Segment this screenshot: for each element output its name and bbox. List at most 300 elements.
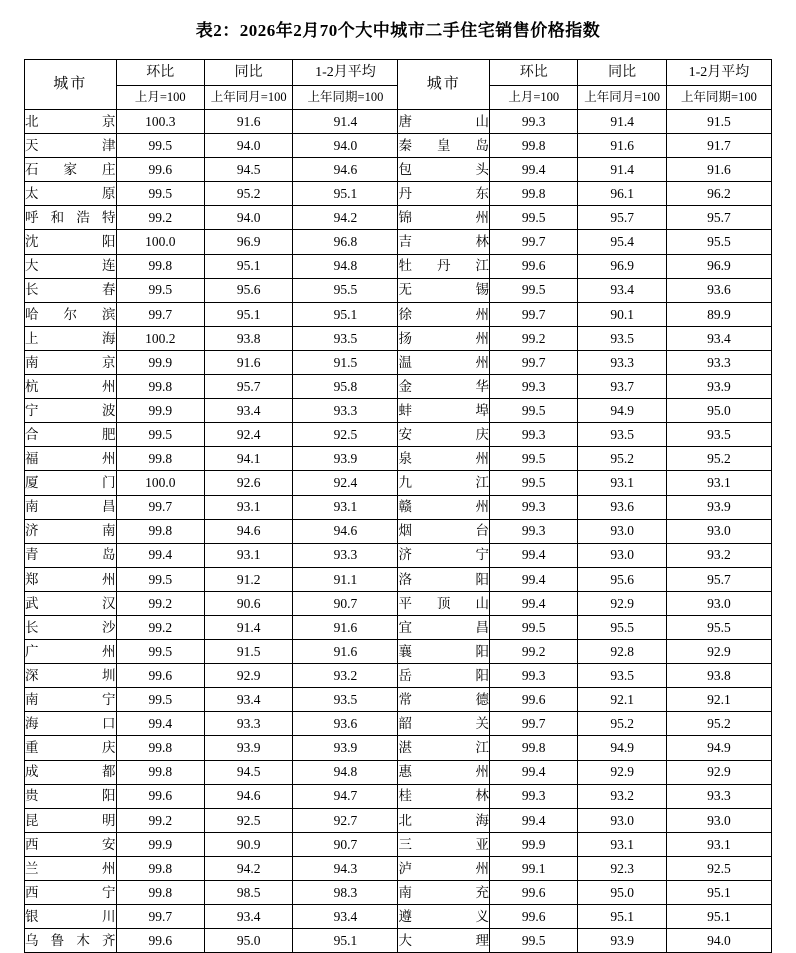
cell-yoy-left: 93.1 (204, 543, 292, 567)
cell-mom-left: 99.6 (116, 664, 204, 688)
cell-city-left: 北京 (25, 110, 117, 134)
cell-mom-right: 99.4 (490, 158, 578, 182)
table-body (25, 110, 772, 953)
cell-mom-left: 99.5 (116, 134, 204, 158)
cell-avg-left: 94.2 (293, 206, 398, 230)
cell-yoy-right: 90.1 (578, 302, 666, 326)
cell-avg-right: 91.7 (666, 134, 771, 158)
table-row (25, 784, 772, 808)
table-row (25, 519, 772, 543)
table-row (25, 182, 772, 206)
cell-avg-left: 91.1 (293, 567, 398, 591)
cell-city-left: 青岛 (25, 543, 117, 567)
cell-mom-left: 99.2 (116, 615, 204, 639)
column-header-yoy-right: 同比 (578, 60, 666, 86)
column-header-city-left: 城市 (25, 60, 117, 110)
cell-mom-right: 99.5 (490, 399, 578, 423)
cell-yoy-right: 93.0 (578, 808, 666, 832)
cell-mom-right: 99.6 (490, 905, 578, 929)
cell-city-right: 桂林 (398, 784, 490, 808)
cell-city-right: 包头 (398, 158, 490, 182)
cell-city-right: 常德 (398, 688, 490, 712)
cell-avg-left: 93.3 (293, 399, 398, 423)
cell-yoy-right: 93.5 (578, 423, 666, 447)
cell-yoy-right: 93.4 (578, 278, 666, 302)
cell-city-left: 兰州 (25, 856, 117, 880)
cell-avg-right: 93.9 (666, 375, 771, 399)
cell-mom-left: 99.6 (116, 929, 204, 953)
cell-city-left: 乌鲁木齐 (25, 929, 117, 953)
cell-city-left: 上海 (25, 326, 117, 350)
cell-mom-left: 99.7 (116, 302, 204, 326)
cell-avg-left: 91.6 (293, 640, 398, 664)
table-row (25, 543, 772, 567)
cell-avg-left: 95.1 (293, 302, 398, 326)
cell-city-right: 无锡 (398, 278, 490, 302)
table-row (25, 230, 772, 254)
cell-yoy-left: 94.0 (204, 206, 292, 230)
cell-avg-right: 95.7 (666, 567, 771, 591)
cell-mom-right: 99.4 (490, 543, 578, 567)
cell-mom-left: 99.7 (116, 495, 204, 519)
cell-mom-left: 100.2 (116, 326, 204, 350)
cell-yoy-left: 94.2 (204, 856, 292, 880)
cell-mom-right: 99.5 (490, 615, 578, 639)
cell-avg-left: 93.5 (293, 688, 398, 712)
table-row (25, 615, 772, 639)
cell-avg-right: 93.1 (666, 471, 771, 495)
cell-avg-left: 90.7 (293, 591, 398, 615)
cell-avg-right: 93.0 (666, 808, 771, 832)
table-row (25, 206, 772, 230)
cell-yoy-left: 95.2 (204, 182, 292, 206)
cell-yoy-left: 90.6 (204, 591, 292, 615)
cell-mom-left: 99.6 (116, 158, 204, 182)
cell-city-left: 南昌 (25, 495, 117, 519)
column-subheader-mom-left: 上月=100 (116, 86, 204, 110)
table-row (25, 688, 772, 712)
cell-yoy-right: 95.6 (578, 567, 666, 591)
cell-mom-left: 99.5 (116, 640, 204, 664)
cell-mom-left: 99.5 (116, 688, 204, 712)
cell-avg-left: 94.6 (293, 158, 398, 182)
cell-mom-left: 100.0 (116, 230, 204, 254)
cell-avg-left: 93.5 (293, 326, 398, 350)
cell-mom-right: 99.5 (490, 471, 578, 495)
cell-avg-right: 93.2 (666, 543, 771, 567)
cell-yoy-right: 93.7 (578, 375, 666, 399)
cell-avg-left: 95.5 (293, 278, 398, 302)
cell-mom-left: 99.5 (116, 567, 204, 591)
cell-avg-right: 95.5 (666, 230, 771, 254)
cell-mom-left: 99.9 (116, 832, 204, 856)
cell-avg-left: 93.9 (293, 447, 398, 471)
cell-avg-right: 95.2 (666, 712, 771, 736)
cell-yoy-right: 95.1 (578, 905, 666, 929)
cell-city-left: 深圳 (25, 664, 117, 688)
cell-avg-left: 94.7 (293, 784, 398, 808)
cell-city-left: 武汉 (25, 591, 117, 615)
cell-mom-right: 99.4 (490, 808, 578, 832)
cell-mom-left: 99.5 (116, 423, 204, 447)
column-subheader-yoy-left: 上年同月=100 (204, 86, 292, 110)
cell-mom-right: 99.4 (490, 760, 578, 784)
cell-yoy-left: 95.1 (204, 302, 292, 326)
cell-mom-left: 99.5 (116, 182, 204, 206)
cell-city-left: 天津 (25, 134, 117, 158)
cell-avg-left: 98.3 (293, 881, 398, 905)
cell-yoy-left: 90.9 (204, 832, 292, 856)
cell-city-left: 哈尔滨 (25, 302, 117, 326)
cell-city-left: 济南 (25, 519, 117, 543)
cell-avg-left: 91.5 (293, 350, 398, 374)
cell-yoy-left: 93.4 (204, 399, 292, 423)
cell-avg-left: 91.4 (293, 110, 398, 134)
cell-city-left: 郑州 (25, 567, 117, 591)
cell-yoy-left: 95.6 (204, 278, 292, 302)
cell-city-right: 平顶山 (398, 591, 490, 615)
cell-city-left: 广州 (25, 640, 117, 664)
cell-yoy-left: 95.0 (204, 929, 292, 953)
cell-avg-right: 94.0 (666, 929, 771, 953)
cell-avg-right: 93.9 (666, 495, 771, 519)
cell-city-left: 西安 (25, 832, 117, 856)
table-row (25, 760, 772, 784)
table-row (25, 110, 772, 134)
cell-yoy-left: 93.1 (204, 495, 292, 519)
cell-city-left: 合肥 (25, 423, 117, 447)
cell-yoy-right: 93.1 (578, 832, 666, 856)
cell-yoy-left: 92.6 (204, 471, 292, 495)
cell-avg-right: 91.6 (666, 158, 771, 182)
table-row (25, 254, 772, 278)
table-row (25, 664, 772, 688)
cell-city-right: 秦皇岛 (398, 134, 490, 158)
table-row (25, 929, 772, 953)
cell-yoy-left: 93.3 (204, 712, 292, 736)
cell-yoy-right: 94.9 (578, 736, 666, 760)
cell-avg-left: 92.7 (293, 808, 398, 832)
table-row (25, 640, 772, 664)
cell-mom-left: 99.8 (116, 375, 204, 399)
cell-avg-right: 93.3 (666, 350, 771, 374)
cell-city-left: 海口 (25, 712, 117, 736)
cell-mom-right: 99.3 (490, 423, 578, 447)
table-row (25, 471, 772, 495)
price-index-table (24, 59, 772, 953)
cell-yoy-right: 93.0 (578, 543, 666, 567)
cell-mom-left: 99.8 (116, 254, 204, 278)
cell-city-right: 泉州 (398, 447, 490, 471)
cell-avg-right: 93.0 (666, 591, 771, 615)
cell-city-right: 九江 (398, 471, 490, 495)
table-row (25, 495, 772, 519)
cell-mom-right: 99.7 (490, 712, 578, 736)
cell-avg-left: 92.4 (293, 471, 398, 495)
cell-avg-left: 96.8 (293, 230, 398, 254)
cell-mom-left: 99.8 (116, 856, 204, 880)
cell-avg-right: 92.5 (666, 856, 771, 880)
cell-yoy-right: 92.3 (578, 856, 666, 880)
cell-city-left: 长沙 (25, 615, 117, 639)
cell-mom-right: 99.9 (490, 832, 578, 856)
cell-city-right: 烟台 (398, 519, 490, 543)
table-row (25, 350, 772, 374)
cell-city-right: 扬州 (398, 326, 490, 350)
cell-avg-left: 94.6 (293, 519, 398, 543)
cell-avg-left: 95.8 (293, 375, 398, 399)
table-row (25, 423, 772, 447)
table-row (25, 278, 772, 302)
cell-mom-left: 99.8 (116, 519, 204, 543)
cell-mom-right: 99.6 (490, 254, 578, 278)
cell-city-left: 重庆 (25, 736, 117, 760)
cell-yoy-right: 95.2 (578, 447, 666, 471)
cell-yoy-left: 94.5 (204, 760, 292, 784)
cell-mom-right: 99.6 (490, 881, 578, 905)
cell-avg-right: 93.5 (666, 423, 771, 447)
cell-city-left: 西宁 (25, 881, 117, 905)
cell-yoy-left: 92.5 (204, 808, 292, 832)
table-row (25, 591, 772, 615)
table-row (25, 375, 772, 399)
cell-yoy-left: 93.4 (204, 688, 292, 712)
cell-avg-left: 93.9 (293, 736, 398, 760)
cell-avg-left: 95.1 (293, 929, 398, 953)
column-header-avg-right: 1-2月平均 (666, 60, 771, 86)
column-header-avg-left: 1-2月平均 (293, 60, 398, 86)
header-row-groups (25, 60, 772, 86)
cell-city-right: 韶关 (398, 712, 490, 736)
cell-city-left: 长春 (25, 278, 117, 302)
cell-city-right: 洛阳 (398, 567, 490, 591)
table-row (25, 302, 772, 326)
cell-avg-right: 95.1 (666, 881, 771, 905)
cell-city-right: 济宁 (398, 543, 490, 567)
cell-mom-right: 99.5 (490, 447, 578, 471)
cell-city-left: 杭州 (25, 375, 117, 399)
cell-mom-right: 99.3 (490, 519, 578, 543)
column-header-yoy-left: 同比 (204, 60, 292, 86)
cell-mom-left: 99.4 (116, 543, 204, 567)
cell-avg-left: 95.1 (293, 182, 398, 206)
cell-mom-right: 99.6 (490, 688, 578, 712)
cell-avg-right: 93.8 (666, 664, 771, 688)
cell-city-right: 金华 (398, 375, 490, 399)
column-header-mom-left: 环比 (116, 60, 204, 86)
cell-city-right: 大理 (398, 929, 490, 953)
cell-avg-right: 95.0 (666, 399, 771, 423)
cell-yoy-left: 91.6 (204, 350, 292, 374)
table-row (25, 134, 772, 158)
cell-mom-left: 99.9 (116, 399, 204, 423)
cell-mom-right: 99.4 (490, 591, 578, 615)
cell-city-right: 牡丹江 (398, 254, 490, 278)
cell-city-left: 大连 (25, 254, 117, 278)
cell-city-right: 遵义 (398, 905, 490, 929)
table-row (25, 736, 772, 760)
cell-yoy-left: 91.6 (204, 110, 292, 134)
cell-yoy-right: 95.5 (578, 615, 666, 639)
cell-avg-right: 92.1 (666, 688, 771, 712)
cell-mom-right: 99.5 (490, 929, 578, 953)
cell-city-right: 丹东 (398, 182, 490, 206)
cell-city-left: 贵阳 (25, 784, 117, 808)
cell-yoy-right: 95.7 (578, 206, 666, 230)
cell-yoy-left: 94.0 (204, 134, 292, 158)
cell-yoy-left: 98.5 (204, 881, 292, 905)
cell-yoy-left: 94.1 (204, 447, 292, 471)
cell-yoy-right: 94.9 (578, 399, 666, 423)
cell-avg-left: 94.0 (293, 134, 398, 158)
cell-yoy-right: 93.5 (578, 664, 666, 688)
cell-city-left: 沈阳 (25, 230, 117, 254)
table-row (25, 808, 772, 832)
column-subheader-mom-right: 上月=100 (490, 86, 578, 110)
cell-yoy-left: 93.4 (204, 905, 292, 929)
cell-yoy-right: 91.4 (578, 158, 666, 182)
cell-avg-right: 91.5 (666, 110, 771, 134)
cell-mom-right: 99.8 (490, 182, 578, 206)
cell-city-right: 吉林 (398, 230, 490, 254)
table-row (25, 326, 772, 350)
cell-avg-right: 93.0 (666, 519, 771, 543)
cell-yoy-right: 93.5 (578, 326, 666, 350)
cell-mom-left: 99.9 (116, 350, 204, 374)
cell-yoy-right: 93.3 (578, 350, 666, 374)
cell-mom-left: 99.8 (116, 447, 204, 471)
cell-city-right: 泸州 (398, 856, 490, 880)
table-row (25, 399, 772, 423)
cell-yoy-right: 92.9 (578, 760, 666, 784)
cell-yoy-left: 94.6 (204, 784, 292, 808)
cell-yoy-left: 95.7 (204, 375, 292, 399)
cell-yoy-right: 93.9 (578, 929, 666, 953)
cell-mom-right: 99.7 (490, 302, 578, 326)
cell-city-left: 银川 (25, 905, 117, 929)
table-header (25, 60, 772, 110)
cell-city-left: 石家庄 (25, 158, 117, 182)
cell-mom-right: 99.8 (490, 134, 578, 158)
cell-mom-right: 99.1 (490, 856, 578, 880)
cell-yoy-right: 95.0 (578, 881, 666, 905)
cell-yoy-right: 93.2 (578, 784, 666, 808)
cell-mom-left: 99.8 (116, 881, 204, 905)
cell-city-left: 南京 (25, 350, 117, 374)
column-header-mom-right: 环比 (490, 60, 578, 86)
cell-mom-right: 99.3 (490, 664, 578, 688)
cell-avg-right: 95.2 (666, 447, 771, 471)
cell-mom-left: 99.2 (116, 206, 204, 230)
cell-mom-right: 99.2 (490, 326, 578, 350)
cell-yoy-right: 95.4 (578, 230, 666, 254)
column-subheader-yoy-right: 上年同月=100 (578, 86, 666, 110)
cell-mom-right: 99.3 (490, 784, 578, 808)
cell-avg-left: 94.8 (293, 760, 398, 784)
cell-mom-left: 100.3 (116, 110, 204, 134)
cell-yoy-right: 91.6 (578, 134, 666, 158)
cell-yoy-left: 93.8 (204, 326, 292, 350)
cell-avg-left: 94.8 (293, 254, 398, 278)
table-row (25, 567, 772, 591)
cell-avg-right: 92.9 (666, 760, 771, 784)
cell-avg-left: 93.2 (293, 664, 398, 688)
cell-yoy-right: 93.6 (578, 495, 666, 519)
cell-yoy-left: 92.4 (204, 423, 292, 447)
cell-avg-right: 95.1 (666, 905, 771, 929)
cell-city-right: 宜昌 (398, 615, 490, 639)
cell-mom-left: 100.0 (116, 471, 204, 495)
cell-avg-left: 91.6 (293, 615, 398, 639)
cell-mom-right: 99.5 (490, 206, 578, 230)
cell-avg-right: 93.3 (666, 784, 771, 808)
cell-yoy-left: 94.5 (204, 158, 292, 182)
cell-mom-right: 99.2 (490, 640, 578, 664)
cell-city-right: 赣州 (398, 495, 490, 519)
cell-avg-right: 96.9 (666, 254, 771, 278)
cell-mom-right: 99.3 (490, 495, 578, 519)
cell-avg-right: 93.1 (666, 832, 771, 856)
cell-city-right: 三亚 (398, 832, 490, 856)
cell-mom-left: 99.4 (116, 712, 204, 736)
cell-mom-left: 99.8 (116, 736, 204, 760)
cell-avg-right: 93.4 (666, 326, 771, 350)
cell-city-left: 呼和浩特 (25, 206, 117, 230)
cell-city-right: 徐州 (398, 302, 490, 326)
column-subheader-avg-right: 上年同期=100 (666, 86, 771, 110)
cell-city-left: 厦门 (25, 471, 117, 495)
cell-city-right: 湛江 (398, 736, 490, 760)
cell-yoy-right: 93.0 (578, 519, 666, 543)
table-row (25, 856, 772, 880)
cell-avg-left: 94.3 (293, 856, 398, 880)
cell-mom-left: 99.2 (116, 808, 204, 832)
column-header-city-right: 城市 (398, 60, 490, 110)
cell-mom-right: 99.5 (490, 278, 578, 302)
cell-yoy-left: 91.5 (204, 640, 292, 664)
cell-mom-left: 99.5 (116, 278, 204, 302)
cell-avg-left: 90.7 (293, 832, 398, 856)
cell-mom-right: 99.7 (490, 350, 578, 374)
cell-mom-right: 99.8 (490, 736, 578, 760)
cell-avg-left: 93.6 (293, 712, 398, 736)
cell-avg-left: 92.5 (293, 423, 398, 447)
cell-yoy-left: 93.9 (204, 736, 292, 760)
cell-mom-left: 99.2 (116, 591, 204, 615)
cell-avg-right: 89.9 (666, 302, 771, 326)
cell-yoy-right: 96.9 (578, 254, 666, 278)
cell-city-left: 宁波 (25, 399, 117, 423)
cell-mom-left: 99.6 (116, 784, 204, 808)
cell-yoy-left: 96.9 (204, 230, 292, 254)
cell-mom-right: 99.7 (490, 230, 578, 254)
cell-avg-left: 93.3 (293, 543, 398, 567)
cell-yoy-left: 95.1 (204, 254, 292, 278)
cell-mom-right: 99.4 (490, 567, 578, 591)
cell-city-right: 南充 (398, 881, 490, 905)
cell-city-right: 岳阳 (398, 664, 490, 688)
cell-mom-right: 99.3 (490, 110, 578, 134)
cell-yoy-left: 91.2 (204, 567, 292, 591)
cell-avg-left: 93.4 (293, 905, 398, 929)
table-row (25, 881, 772, 905)
cell-city-right: 蚌埠 (398, 399, 490, 423)
cell-yoy-right: 92.8 (578, 640, 666, 664)
cell-yoy-left: 91.4 (204, 615, 292, 639)
column-subheader-avg-left: 上年同期=100 (293, 86, 398, 110)
cell-avg-right: 96.2 (666, 182, 771, 206)
cell-city-left: 南宁 (25, 688, 117, 712)
